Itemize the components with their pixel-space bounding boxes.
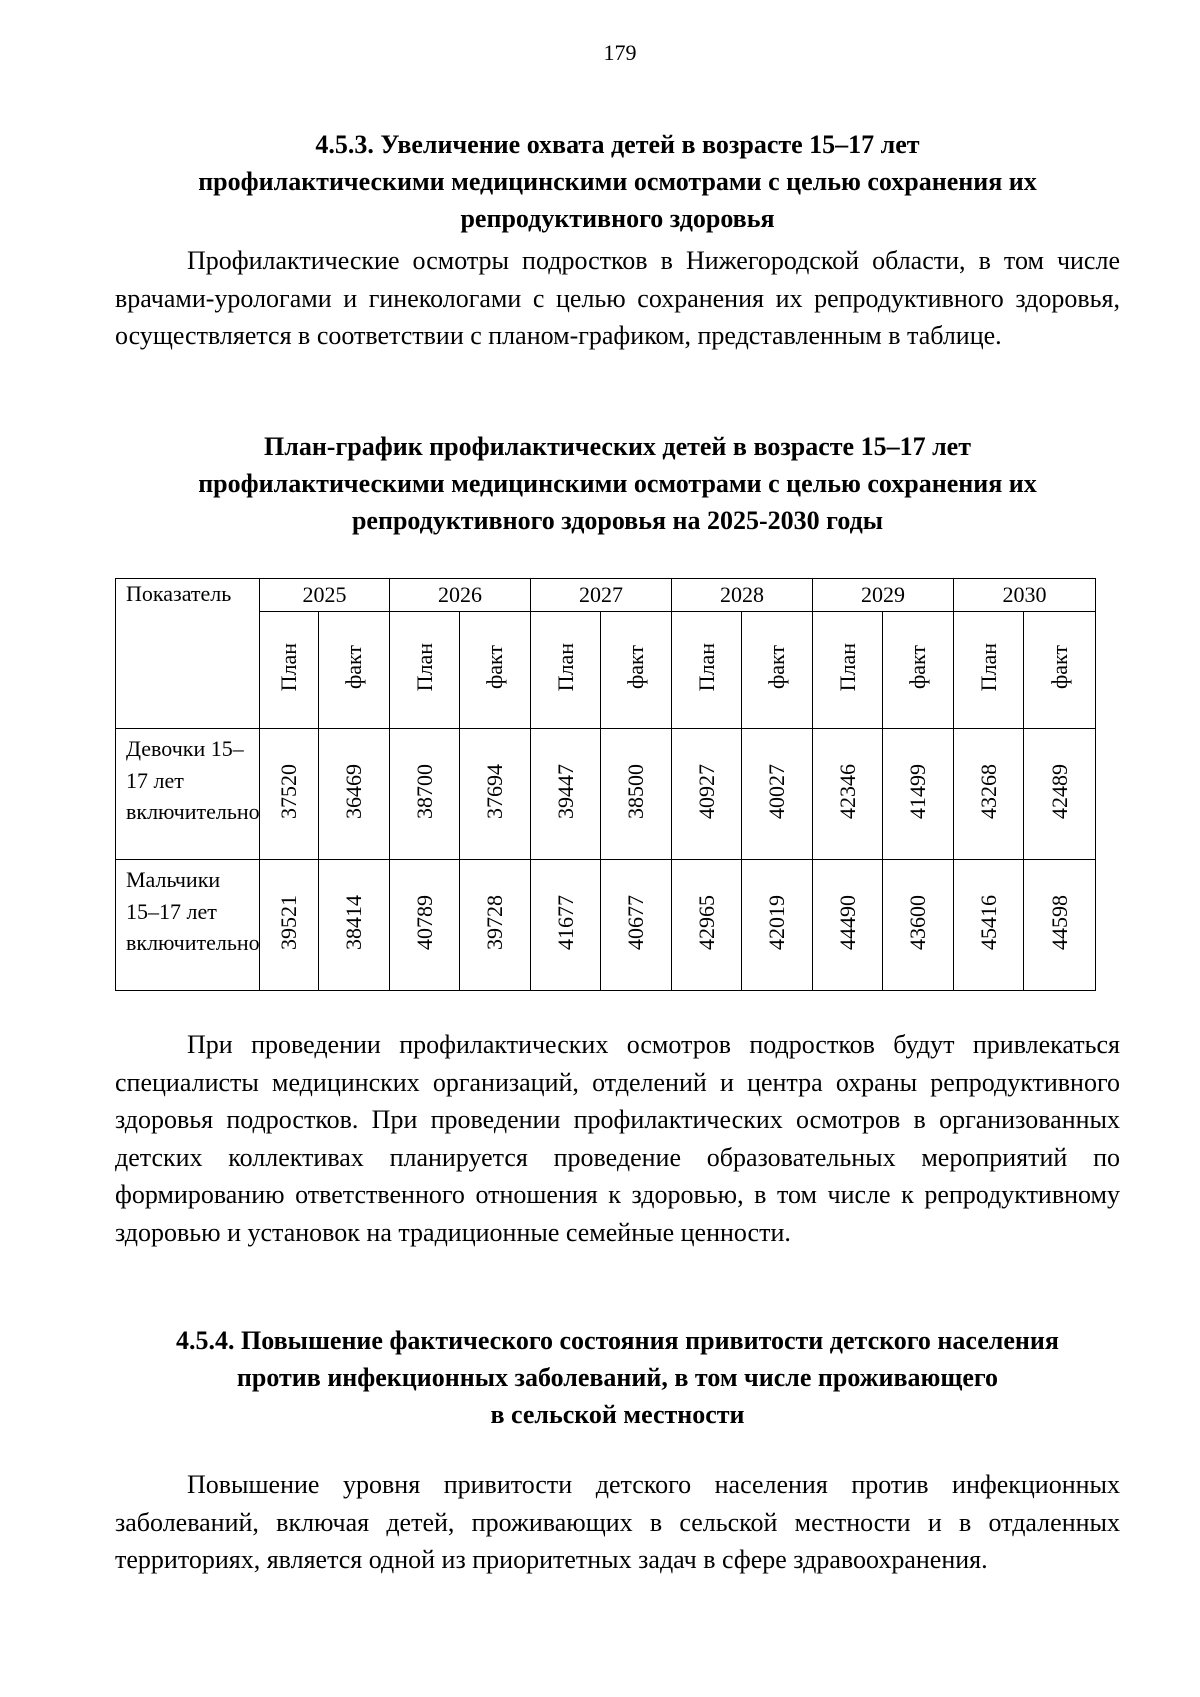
table-cell	[1024, 860, 1096, 991]
table-cell	[954, 729, 1024, 860]
plan-subheader	[531, 612, 601, 729]
plan-label: План	[693, 642, 719, 692]
heading-line: 4.5.4. Повышение фактического состояния привитости детского населения	[176, 1326, 1059, 1355]
cell-value: 44490	[834, 894, 860, 950]
fact-subheader	[601, 612, 672, 729]
cell-value: 43268	[975, 763, 1001, 819]
section-4-5-3-heading	[115, 126, 1120, 237]
fact-subheader	[1024, 612, 1096, 729]
section-4-5-4-heading	[115, 1322, 1120, 1433]
cell-value: 37694	[482, 763, 507, 819]
row-label: Девочки 15–17 лет включительно	[116, 729, 260, 860]
row-label: Мальчики 15–17 лет включительно	[116, 860, 260, 991]
cell-value: 41499	[905, 763, 930, 819]
table-title-line: План-график профилактических детей в возрасте 15–17 лет	[264, 432, 971, 461]
plan-subheader	[260, 612, 319, 729]
table-cell	[601, 860, 672, 991]
year-header: 2029	[813, 579, 954, 612]
table-cell	[531, 729, 601, 860]
cell-value: 42019	[764, 894, 789, 950]
table-title	[115, 428, 1120, 539]
cell-value: 40027	[764, 763, 789, 819]
fact-label: факт	[341, 644, 366, 690]
fact-label: факт	[1046, 644, 1072, 690]
table-cell	[742, 729, 813, 860]
table-cell	[260, 729, 319, 860]
table-cell	[672, 860, 742, 991]
table-cell	[813, 860, 883, 991]
plan-label: План	[834, 642, 860, 692]
cell-value: 41677	[552, 894, 578, 950]
table-cell	[813, 729, 883, 860]
cell-value: 40789	[411, 894, 437, 950]
table-cell	[390, 860, 460, 991]
table-title-line: репродуктивного здоровья на 2025-2030 годы	[351, 506, 884, 535]
plan-subheader	[390, 612, 460, 729]
table-cell	[883, 729, 954, 860]
table-cell	[1024, 729, 1096, 860]
fact-label: факт	[623, 644, 648, 690]
fact-label: факт	[905, 644, 930, 690]
year-header: 2027	[531, 579, 672, 612]
fact-label: факт	[764, 644, 789, 690]
plan-label: План	[975, 642, 1001, 692]
year-header-row	[116, 579, 1096, 612]
cell-value: 38500	[623, 763, 648, 819]
fact-subheader	[742, 612, 813, 729]
table-cell	[319, 860, 390, 991]
cell-value: 37520	[276, 763, 301, 819]
section-4-5-4-intro: Повышение уровня привитости детского населения против инфекционных заболеваний, включая детей, проживающих в сельской местности и в отдаленных территориях, является одной из приоритетных задач в сфере здравоохранения.	[115, 1470, 1120, 1574]
cell-value: 42346	[834, 763, 860, 819]
table-cell	[260, 860, 319, 991]
cell-value: 42965	[693, 894, 719, 950]
corner-header: Показатель	[116, 579, 260, 729]
heading-line: 4.5.3. Увеличение охвата детей в возрасте 15–17 лет	[315, 130, 920, 159]
fact-subheader	[883, 612, 954, 729]
fact-subheader	[319, 612, 390, 729]
plan-label: План	[276, 642, 301, 692]
cell-value: 40927	[693, 763, 719, 819]
cell-value: 38414	[341, 894, 366, 950]
year-header: 2026	[390, 579, 531, 612]
page-number: 179	[603, 40, 637, 65]
cell-value: 45416	[975, 894, 1001, 950]
table-row-boys	[116, 860, 1096, 991]
plan-label: План	[411, 642, 437, 692]
plan-schedule-table	[115, 578, 1096, 991]
cell-value: 38700	[411, 763, 437, 819]
table-cell	[531, 860, 601, 991]
cell-value: 40677	[623, 894, 648, 950]
heading-line: профилактическими медицинскими осмотрами с целью сохранения их	[198, 167, 1037, 196]
table-cell	[742, 860, 813, 991]
year-header: 2028	[672, 579, 813, 612]
subheader-row	[116, 612, 1096, 729]
plan-label: План	[552, 642, 578, 692]
cell-value: 42489	[1046, 763, 1072, 819]
cell-value: 44598	[1046, 894, 1072, 950]
fact-label: факт	[482, 644, 507, 690]
fact-subheader	[460, 612, 531, 729]
table-cell	[883, 860, 954, 991]
cell-value: 39447	[552, 763, 578, 819]
cell-value: 43600	[905, 894, 930, 950]
cell-value: 39521	[276, 894, 301, 950]
table-cell	[460, 729, 531, 860]
table-cell	[460, 860, 531, 991]
table-cell	[954, 860, 1024, 991]
year-header: 2025	[260, 579, 390, 612]
heading-line: репродуктивного здоровья	[460, 204, 775, 233]
plan-subheader	[813, 612, 883, 729]
plan-subheader	[954, 612, 1024, 729]
table-cell	[390, 729, 460, 860]
cell-value: 39728	[482, 894, 507, 950]
table-cell	[601, 729, 672, 860]
table-cell	[319, 729, 390, 860]
after-table-paragraph: При проведении профилактических осмотров подростков будут привлекаться специалисты медицинских организаций, отделений и центра охраны репродуктивного здоровья подростков. При проведении профилактических осмотров в организованных детских коллективах планируется проведение образовательных мероприятий по формированию ответственного отношения к здоровью, в том числе к репродуктивному здоровью и установок на традиционные семейные ценности.	[115, 1030, 1120, 1247]
table-cell	[672, 729, 742, 860]
table-title-line: профилактическими медицинскими осмотрами с целью сохранения их	[198, 469, 1037, 498]
cell-value: 36469	[341, 763, 366, 819]
heading-line: в сельской местности	[490, 1400, 745, 1429]
plan-subheader	[672, 612, 742, 729]
year-header: 2030	[954, 579, 1096, 612]
table-row-girls	[116, 729, 1096, 860]
section-4-5-3-intro: Профилактические осмотры подростков в Нижегородской области, в том числе врачами-урологами и гинекологами с целью сохранения их репродуктивного здоровья, осуществляется в соответствии с планом-графиком, представленным в таблице.	[115, 246, 1120, 350]
heading-line: против инфекционных заболеваний, в том числе проживающего	[236, 1363, 999, 1392]
